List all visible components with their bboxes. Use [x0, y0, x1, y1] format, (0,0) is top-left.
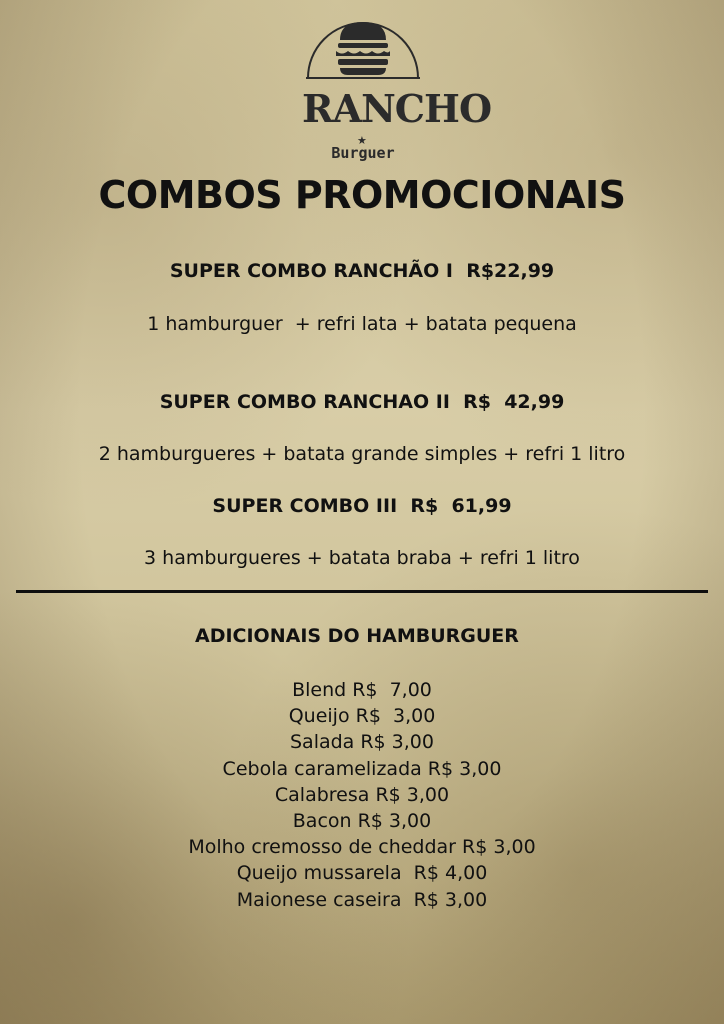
burger-icon: [302, 16, 424, 96]
addon-item: Calabresa R$ 3,00: [274, 783, 450, 806]
page-title: COMBOS PROMOCIONAIS: [98, 173, 626, 217]
star-icon: ★: [357, 134, 367, 147]
addon-item: Queijo R$ 3,00: [288, 705, 436, 728]
combo-3-name: SUPER COMBO III R$ 61,99: [212, 495, 512, 517]
addon-item: Blend R$ 7,00: [292, 679, 432, 701]
addons-list: [0, 677, 724, 913]
section-divider: [16, 590, 708, 593]
addon-item: Bacon R$ 3,00: [292, 810, 432, 833]
brand-logo: [302, 16, 492, 162]
addon-item: Cebola caramelizada R$ 3,00: [222, 757, 502, 780]
addon-item: Molho cremosso de cheddar R$ 3,00: [188, 836, 536, 859]
addons-heading: ADICIONAIS DO HAMBURGUER: [195, 625, 519, 647]
addon-item: Salada R$ 3,00: [289, 731, 434, 754]
brand-name: RANCHO: [302, 86, 492, 131]
addon-item: Maionese caseira R$ 3,00: [236, 888, 488, 911]
combo-1-name: SUPER COMBO RANCHÃO I R$22,99: [169, 260, 555, 282]
combo-2-description: 2 hamburgueres + batata grande simples + refri 1 litro: [98, 443, 626, 465]
addon-item: Queijo mussarela R$ 4,00: [236, 862, 488, 885]
brand-subtitle: Burguer: [331, 144, 395, 162]
combo-3-description: 3 hamburgueres + batata braba + refri 1 litro: [144, 547, 580, 569]
combo-1-description: 1 hamburguer + refri lata + batata pequena: [147, 313, 577, 335]
combo-2-name: SUPER COMBO RANCHAO II R$ 42,99: [159, 391, 565, 413]
